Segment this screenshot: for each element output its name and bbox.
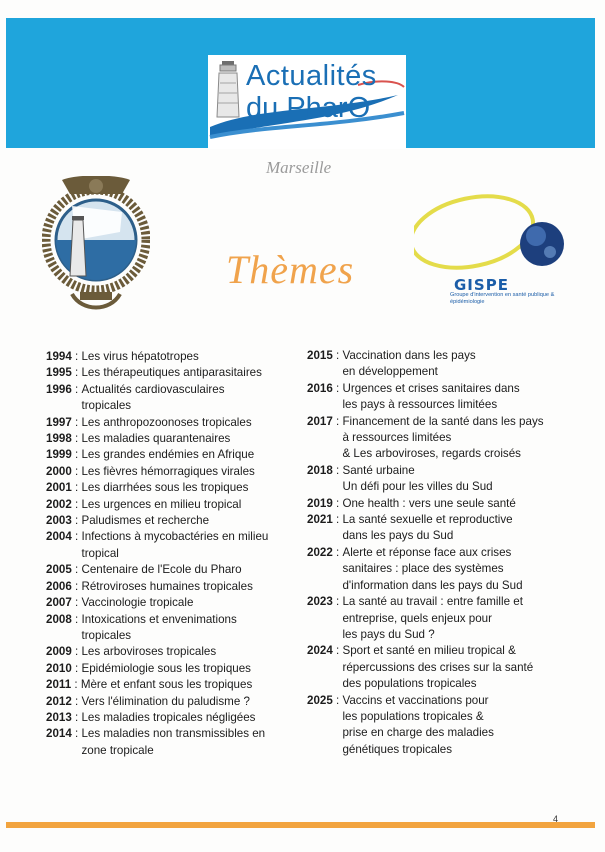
theme-entry bbox=[46, 661, 278, 677]
footer-rule bbox=[6, 822, 595, 828]
theme-text: Alerte et réponse face aux crises sanitaires : place des systèmes d'information dans les pays du Sud bbox=[342, 545, 523, 592]
theme-year: 2012 bbox=[46, 694, 72, 708]
theme-year: 2021 bbox=[307, 513, 333, 527]
theme-year: 2000 bbox=[46, 464, 72, 478]
separator: : bbox=[71, 563, 82, 577]
theme-entry bbox=[46, 480, 278, 496]
separator: : bbox=[71, 464, 82, 478]
separator: : bbox=[332, 595, 343, 609]
theme-entry bbox=[46, 415, 278, 431]
theme-year: 2001 bbox=[46, 481, 72, 495]
theme-entry bbox=[46, 579, 278, 595]
theme-entry bbox=[46, 497, 278, 513]
separator: : bbox=[332, 463, 343, 477]
separator: : bbox=[71, 645, 82, 659]
theme-year: 2016 bbox=[307, 381, 333, 395]
separator: : bbox=[71, 432, 82, 446]
theme-year: 1997 bbox=[46, 415, 72, 429]
theme-year: 2009 bbox=[46, 645, 72, 659]
separator: : bbox=[71, 710, 82, 724]
theme-entry bbox=[46, 447, 278, 463]
theme-entry bbox=[307, 594, 573, 643]
theme-entry bbox=[46, 726, 278, 759]
theme-text: Actualités cardiovasculaires tropicales bbox=[81, 382, 225, 413]
theme-entry bbox=[46, 595, 278, 611]
theme-year: 2018 bbox=[307, 463, 333, 477]
theme-entry bbox=[46, 677, 278, 693]
separator: : bbox=[71, 481, 82, 495]
actualites-du-pharo-logo bbox=[208, 55, 406, 149]
theme-text: Epidémiologie sous les tropiques bbox=[81, 661, 251, 675]
theme-year: 2002 bbox=[46, 497, 72, 511]
theme-text: Les maladies non transmissibles en zone tropicale bbox=[81, 727, 266, 757]
theme-text: Les urgences en milieu tropical bbox=[81, 497, 242, 511]
theme-text: Vaccins et vaccinations pour les populations tropicales & prise en charge des maladies génétiques tropicales bbox=[342, 693, 494, 756]
theme-entry bbox=[46, 513, 278, 529]
theme-entry bbox=[46, 612, 278, 645]
theme-entry bbox=[46, 562, 278, 578]
theme-year: 2005 bbox=[46, 563, 72, 577]
gispe-logo-icon bbox=[414, 178, 568, 278]
theme-year: 2011 bbox=[46, 678, 72, 692]
separator: : bbox=[71, 694, 82, 708]
theme-text: Sport et santé en milieu tropical & répercussions des crises sur la santé des populations tropicales bbox=[342, 644, 534, 691]
theme-year: 2010 bbox=[46, 661, 72, 675]
theme-year: 1999 bbox=[46, 448, 72, 462]
theme-year: 2025 bbox=[307, 693, 333, 707]
themes-list-left bbox=[46, 349, 278, 759]
theme-text: La santé sexuelle et reproductive dans les pays du Sud bbox=[342, 513, 513, 543]
separator: : bbox=[332, 496, 343, 510]
theme-entry bbox=[46, 694, 278, 710]
theme-entry bbox=[307, 545, 573, 594]
theme-year: 2003 bbox=[46, 514, 72, 528]
theme-text: Les anthropozoonoses tropicales bbox=[81, 415, 252, 429]
theme-entry bbox=[46, 431, 278, 447]
logo-city: Marseille bbox=[266, 158, 332, 177]
theme-year: 2007 bbox=[46, 596, 72, 610]
theme-year: 2019 bbox=[307, 496, 333, 510]
theme-entry bbox=[46, 529, 278, 562]
gispe-name: GISPE bbox=[454, 276, 509, 294]
theme-text: La santé au travail : entre famille et entreprise, quels enjeux pour les pays du Sud ? bbox=[342, 595, 523, 641]
theme-year: 1996 bbox=[46, 382, 72, 396]
theme-text: Les grandes endémies en Afrique bbox=[81, 448, 255, 462]
separator: : bbox=[71, 530, 82, 544]
separator: : bbox=[71, 366, 82, 380]
theme-text: Centenaire de l'Ecole du Pharo bbox=[81, 563, 242, 577]
theme-year: 1994 bbox=[46, 350, 72, 363]
gispe-subtitle: Groupe d'intervention en santé publique & épidémiologie bbox=[450, 292, 555, 305]
theme-text: Intoxications et envenimations tropicales bbox=[81, 612, 237, 642]
separator: : bbox=[332, 545, 343, 559]
theme-year: 1998 bbox=[46, 432, 72, 446]
separator: : bbox=[332, 414, 343, 428]
separator: : bbox=[71, 497, 82, 511]
theme-entry bbox=[307, 643, 573, 692]
separator: : bbox=[332, 513, 343, 527]
theme-text: Financement de la santé dans les pays à ressources limitées & Les arboviroses, regards croisés bbox=[342, 414, 544, 461]
theme-text: Vers l'élimination du paludisme ? bbox=[81, 694, 250, 708]
theme-year: 2017 bbox=[307, 414, 333, 428]
theme-entry bbox=[46, 464, 278, 480]
separator: : bbox=[71, 596, 82, 610]
theme-entry bbox=[46, 644, 278, 660]
theme-year: 2014 bbox=[46, 727, 72, 741]
separator: : bbox=[71, 382, 82, 396]
theme-entry bbox=[307, 512, 573, 545]
theme-year: 2023 bbox=[307, 595, 333, 609]
separator: : bbox=[71, 727, 82, 741]
theme-text: Les fièvres hémorragiques virales bbox=[81, 464, 255, 478]
theme-year: 2022 bbox=[307, 545, 333, 559]
theme-entry bbox=[307, 693, 573, 759]
page-number: 4 bbox=[553, 814, 559, 824]
theme-entry bbox=[307, 381, 573, 414]
theme-text: Urgences et crises sanitaires dans les pays à ressources limitées bbox=[342, 381, 520, 412]
theme-entry bbox=[307, 496, 573, 512]
themes-list-right bbox=[307, 348, 573, 758]
theme-text: Paludismes et recherche bbox=[81, 514, 210, 528]
separator: : bbox=[332, 349, 343, 362]
separator: : bbox=[71, 448, 82, 462]
theme-year: 2015 bbox=[307, 349, 333, 362]
separator: : bbox=[332, 644, 343, 658]
theme-year: 2024 bbox=[307, 644, 333, 658]
theme-text: Vaccinologie tropicale bbox=[81, 596, 194, 610]
theme-text: Les maladies quarantenaires bbox=[81, 432, 231, 446]
theme-entry bbox=[46, 365, 278, 381]
theme-text: Les thérapeutiques antiparasitaires bbox=[81, 366, 262, 380]
theme-text: Santé urbaine Un défi pour les villes du Sud bbox=[342, 463, 493, 494]
theme-year: 2013 bbox=[46, 710, 72, 724]
separator: : bbox=[71, 678, 81, 692]
theme-year: 2008 bbox=[46, 612, 72, 626]
theme-text: One health : vers une seule santé bbox=[342, 496, 516, 510]
separator: : bbox=[71, 579, 82, 593]
logo-title: Actualités bbox=[246, 60, 377, 92]
logo-subtitle: du PharO bbox=[246, 92, 371, 124]
separator: : bbox=[332, 693, 343, 707]
theme-text: Vaccination dans les pays en développement bbox=[342, 349, 476, 379]
theme-text: Mère et enfant sous les tropiques bbox=[80, 678, 253, 692]
theme-entry bbox=[46, 349, 278, 365]
page-title: Thèmes bbox=[226, 247, 355, 292]
theme-text: Infections à mycobactéries en milieu tropical bbox=[81, 530, 269, 560]
theme-year: 2006 bbox=[46, 579, 72, 593]
theme-text: Les arboviroses tropicales bbox=[81, 645, 217, 659]
theme-year: 1995 bbox=[46, 366, 72, 380]
theme-entry bbox=[46, 382, 278, 415]
theme-text: Les virus hépatotropes bbox=[81, 350, 199, 363]
separator: : bbox=[71, 415, 82, 429]
theme-entry bbox=[307, 414, 573, 463]
theme-entry bbox=[307, 463, 573, 496]
theme-entry bbox=[46, 710, 278, 726]
pharo-emblem-icon bbox=[42, 176, 150, 316]
theme-text: Rétroviroses humaines tropicales bbox=[81, 579, 253, 593]
theme-year: 2004 bbox=[46, 530, 72, 544]
theme-text: Les diarrhées sous les tropiques bbox=[81, 481, 249, 495]
separator: : bbox=[71, 514, 82, 528]
separator: : bbox=[71, 612, 82, 626]
theme-text: Les maladies tropicales négligées bbox=[81, 710, 256, 724]
separator: : bbox=[71, 661, 82, 675]
theme-entry bbox=[307, 348, 573, 381]
separator: : bbox=[71, 350, 82, 363]
separator: : bbox=[332, 381, 343, 395]
